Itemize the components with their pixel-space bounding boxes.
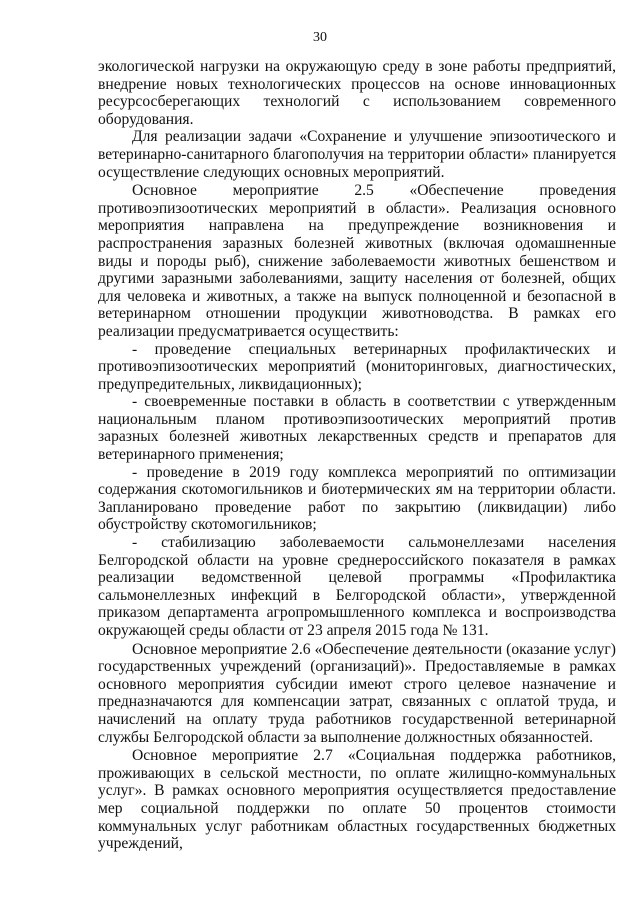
paragraph-task-intro: Для реализации задачи «Сохранение и улучшение эпизоотического и ветеринарно-санитарного благополучия на территории области» планируется осуществление следующих основных мероприятий. <box>98 128 616 181</box>
page-number: 30 <box>313 30 327 45</box>
paragraph-measure-2-6: Основное мероприятие 2.6 «Обеспечение деятельности (оказание услуг) государственных учреждений (организаций)». Предоставляемые в рамках основного мероприятия субсидии имеют строго целевое назначение и предназначаются для компенсации затрат, связанных с оплатой труда, и начислений на оплату труда работников государственной ветеринарной службы Белгородской области за выполнение должностных обязанностей. <box>98 640 616 746</box>
paragraph-continuation: экологической нагрузки на окружающую среду в зоне работы предприятий, внедрение новых технологических процессов на основе инновационных ресурсосберегающих технологий с использованием современного оборудования. <box>98 58 616 128</box>
list-item-cattle-burial-sites: - проведение в 2019 году комплекса мероприятий по оптимизации содержания скотомогильников и биотермических ям на территории области. Запланировано проведение работ по закрытию (ликвидации) либо обустройству скотомогильников; <box>98 463 616 534</box>
paragraph-measure-2-5: Основное мероприятие 2.5 «Обеспечение проведения противоэпизоотических мероприятий в области». Реализация основного мероприятия направлена на предупреждение возникновения и распространения заразных болезней животных (включая одомашненные виды и породы рыб), снижение заболеваемости животных бешенством и другими заразными заболеваниями, защиту населения от болезней, общих для человека и животных, а также на выпуск полноценной и безопасной в ветеринарном отношении продукции животноводства. В рамках его реализации предусматривается осуществить: <box>98 182 616 340</box>
list-item-supplies: - своевременные поставки в область в соответствии с утвержденным национальным планом противоэпизоотических мероприятий против заразных болезней животных лекарственных средств и препаратов для ветеринарного применения; <box>98 393 616 464</box>
list-item-salmonellosis: - стабилизацию заболеваемости сальмонеллезами населения Белгородской области на уровне среднероссийского показателя в рамках реализации ведомственной целевой программы «Профилактика сальмонеллезных инфекций в Белгородской области», утвержденной приказом департамента агропромышленного комплекса и воспроизводства окружающей среды области от 23 апреля 2015 года № 131. <box>98 534 616 639</box>
list-item-veterinary-measures: - проведение специальных ветеринарных профилактических и противоэпизоотических мероприятий (мониторинговых, диагностических, предупредительных, ликвидационных); <box>98 340 616 393</box>
paragraph-measure-2-7: Основное мероприятие 2.7 «Социальная поддержка работников, проживающих в сельской местности, по оплате жилищно-коммунальных услуг». В рамках основного мероприятия осуществляется предоставление мер социальной поддержки по оплате 50 процентов стоимости коммунальных услуг работникам областных государственных бюджетных учреждений, <box>98 747 616 853</box>
document-body <box>98 58 616 853</box>
